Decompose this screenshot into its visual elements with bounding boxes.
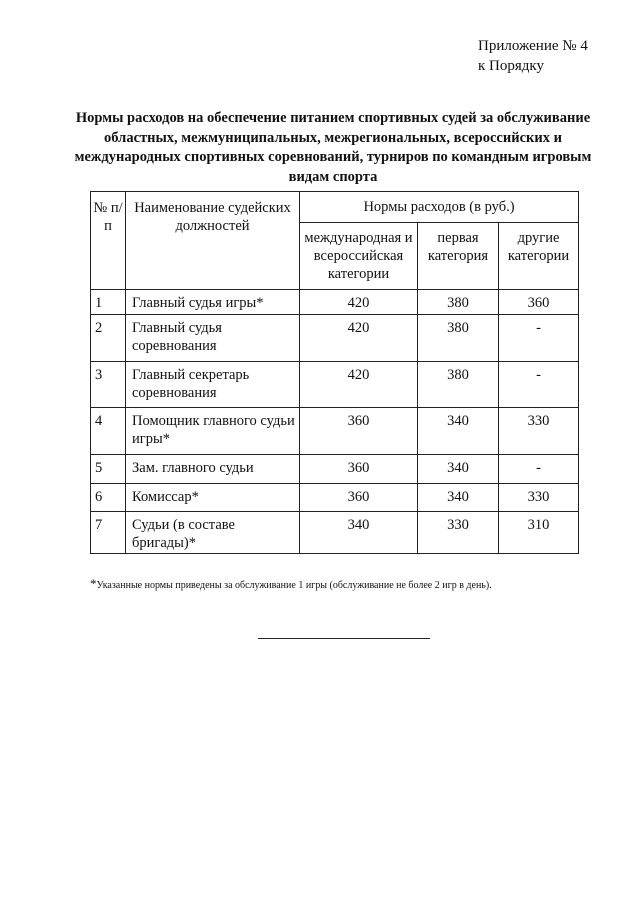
appendix-line-1: Приложение № 4	[478, 38, 588, 54]
row-value-other: 330	[499, 408, 579, 455]
row-position: Комиссар*	[126, 484, 300, 512]
row-value-other: -	[499, 315, 579, 362]
appendix-line-2: к Порядку	[478, 58, 544, 74]
table-row	[91, 290, 579, 315]
row-num: 5	[91, 455, 126, 484]
row-value-first: 380	[418, 315, 499, 362]
row-num: 6	[91, 484, 126, 512]
table-row	[91, 455, 579, 484]
row-value-other: 310	[499, 512, 579, 554]
row-num: 3	[91, 362, 126, 408]
row-value-international: 360	[300, 484, 418, 512]
row-value-first: 330	[418, 512, 499, 554]
appendix-label	[478, 36, 628, 76]
header-international-category: международная и всероссийская категории	[300, 223, 418, 290]
row-value-first: 380	[418, 290, 499, 315]
row-value-other: -	[499, 455, 579, 484]
header-first-category: первая категория	[418, 223, 499, 290]
table-header-row	[91, 192, 579, 223]
row-value-other: 330	[499, 484, 579, 512]
closing-divider	[258, 638, 430, 639]
table-row	[91, 512, 579, 554]
footnote	[90, 577, 630, 593]
table-row	[91, 362, 579, 408]
table-row	[91, 484, 579, 512]
row-position: Главный судья соревнования	[126, 315, 300, 362]
row-value-first: 340	[418, 484, 499, 512]
row-num: 2	[91, 315, 126, 362]
footnote-text: Указанные нормы приведены за обслуживание 1 игры (обслуживание не более 2 игр в день).	[96, 580, 492, 591]
row-position: Зам. главного судьи	[126, 455, 300, 484]
row-value-international: 420	[300, 315, 418, 362]
row-value-international: 360	[300, 455, 418, 484]
header-expense-norms: Нормы расходов (в руб.)	[300, 192, 579, 223]
row-num: 7	[91, 512, 126, 554]
table-row	[91, 408, 579, 455]
row-num: 1	[91, 290, 126, 315]
row-position: Главный судья игры*	[126, 290, 300, 315]
row-position: Судьи (в составе бригады)*	[126, 512, 300, 554]
header-other-categories: другие категории	[499, 223, 579, 290]
norms-table	[90, 191, 579, 554]
row-num: 4	[91, 408, 126, 455]
document-title: Нормы расходов на обеспечение питанием спортивных судей за обслуживание областных, межмуниципальных, межрегиональных, всероссийских и международных спортивных соревнований, турниров по командным игровым видам спорта	[74, 110, 592, 185]
header-num: № п/п	[91, 192, 126, 290]
table-row	[91, 315, 579, 362]
row-value-international: 420	[300, 362, 418, 408]
footnote-mark: *	[90, 576, 97, 591]
row-value-first: 380	[418, 362, 499, 408]
row-position: Помощник главного судьи игры*	[126, 408, 300, 455]
row-value-other: 360	[499, 290, 579, 315]
row-value-international: 420	[300, 290, 418, 315]
row-value-other: -	[499, 362, 579, 408]
row-value-international: 340	[300, 512, 418, 554]
row-value-international: 360	[300, 408, 418, 455]
row-value-first: 340	[418, 408, 499, 455]
row-value-first: 340	[418, 455, 499, 484]
header-name: Наименование судейских должностей	[126, 192, 300, 290]
row-position: Главный секретарь соревнования	[126, 362, 300, 408]
